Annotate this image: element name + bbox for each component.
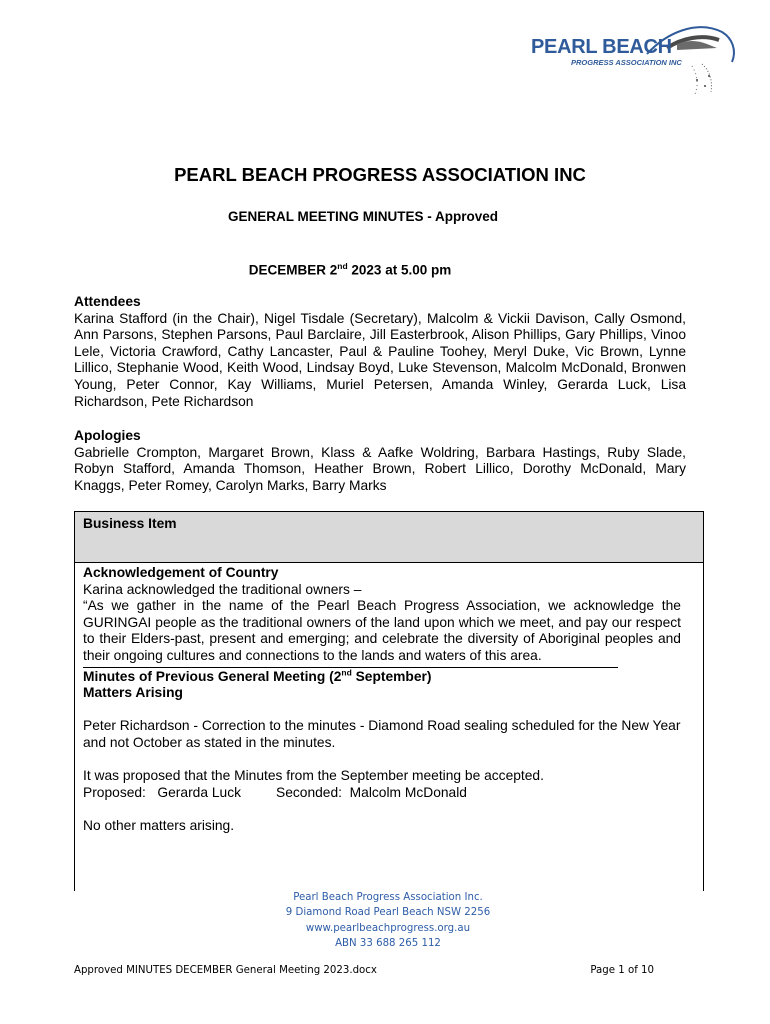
document-filename: Approved MINUTES DECEMBER General Meeting 2023.docx [74, 965, 377, 976]
page-number: Page 1 of 10 [590, 965, 654, 976]
organisation-footer [0, 890, 770, 951]
proposed-name: Gerarda Luck [157, 784, 241, 800]
proposal-text: It was proposed that the Minutes from the September meeting be accepted. [83, 768, 544, 784]
minutes-heading-sup: nd [341, 666, 352, 677]
footer-website[interactable]: www.pearlbeachprogress.org.au [305, 922, 471, 934]
meeting-date-suffix: nd [337, 261, 348, 271]
apologies-section [74, 428, 686, 494]
footer-abn: ABN 33 688 265 112 [335, 937, 441, 949]
seconded-label: Seconded: [276, 784, 342, 800]
document-title: PEARL BEACH PROGRESS ASSOCIATION INC [174, 164, 586, 185]
no-other-matters: No other matters arising. [83, 817, 235, 833]
apologies-heading: Apologies [74, 428, 141, 443]
acknowledgement-heading: Acknowledgement of Country [83, 565, 279, 580]
spacer [83, 801, 681, 818]
minutes-heading [83, 666, 681, 686]
proposed-label: Proposed: [83, 784, 146, 800]
business-table [74, 511, 704, 891]
logo-name: PEARL BEACH [531, 36, 672, 58]
logo-tagline: PROGRESS ASSOCIATION INC [571, 58, 682, 67]
attendees-heading: Attendees [74, 294, 141, 309]
attendees-section [74, 294, 686, 410]
seconded-name: Malcolm McDonald [349, 784, 467, 800]
page-footer [74, 965, 654, 976]
meeting-date [0, 261, 700, 278]
attendees-list: Karina Stafford (in the Chair), Nigel Tisdale (Secretary), Malcolm & Vickii Davison, Cally Osmond, Ann Parsons, Stephen Parsons, Paul Barclaire, Jill Easterbrook, Alison Phillips, Gary Phillips, Vinoo Lele, Victoria Crawford, Cathy Lancaster, Paul & Pauline Toohey, Meryl Duke, Vic Brown, Lynne Lillico, Stephanie Wood, Keith Wood, Lindsay Boyd, Luke Stevenson, Malcolm McDonald, Bronwen Young, Peter Connor, Kay Williams, Muriel Petersen, Amanda Winley, Gerarda Luck, Lisa Richardson, Pete Richardson [74, 310, 686, 409]
acknowledgement-line: Karina acknowledged the traditional owners – [83, 581, 362, 597]
table-header [75, 512, 703, 563]
spacer [83, 702, 681, 719]
spacer [83, 752, 681, 769]
business-item-cell [83, 565, 681, 835]
acknowledgement-quote: “As we gather in the name of the Pearl Beach Progress Association, we acknowledge the GURINGAI people as the traditional owners of the land upon which we meet, and pay our respect to their Elders-past, present and emerging; and celebrate the diversity of Aboriginal peoples and their ongoing cultures and connections to the lands and waters of this area. [83, 598, 681, 663]
apologies-list: Gabrielle Crompton, Margaret Brown, Klass & Aafke Woldring, Barbara Hastings, Ruby Slade, Robyn Stafford, Amanda Thomson, Heather Brown, Robert Lillico, Dorothy McDonald, Mary Knaggs, Peter Romey, Carolyn Marks, Barry Marks [74, 444, 686, 493]
proposal-votes [83, 785, 681, 802]
minutes-heading-prefix: Minutes of Previous General Meeting (2 [83, 668, 342, 684]
meeting-date-rest: 2023 at 5.00 pm [347, 262, 452, 278]
correction-note: Peter Richardson - Correction to the minutes - Diamond Road sealing scheduled for the New Year and not October as stated in the minutes. [83, 718, 681, 750]
table-header-label: Business Item [83, 516, 177, 531]
footer-org: Pearl Beach Progress Association Inc. [293, 892, 483, 903]
minutes-heading-suffix: September) [351, 668, 432, 684]
document-subtitle: GENERAL MEETING MINUTES - Approved [227, 209, 498, 224]
meeting-date-prefix: DECEMBER 2 [248, 262, 338, 278]
footer-address: 9 Diamond Road Pearl Beach NSW 2256 [285, 907, 491, 919]
pearl-beach-logo [527, 14, 737, 106]
matters-arising-heading: Matters Arising [83, 685, 183, 701]
